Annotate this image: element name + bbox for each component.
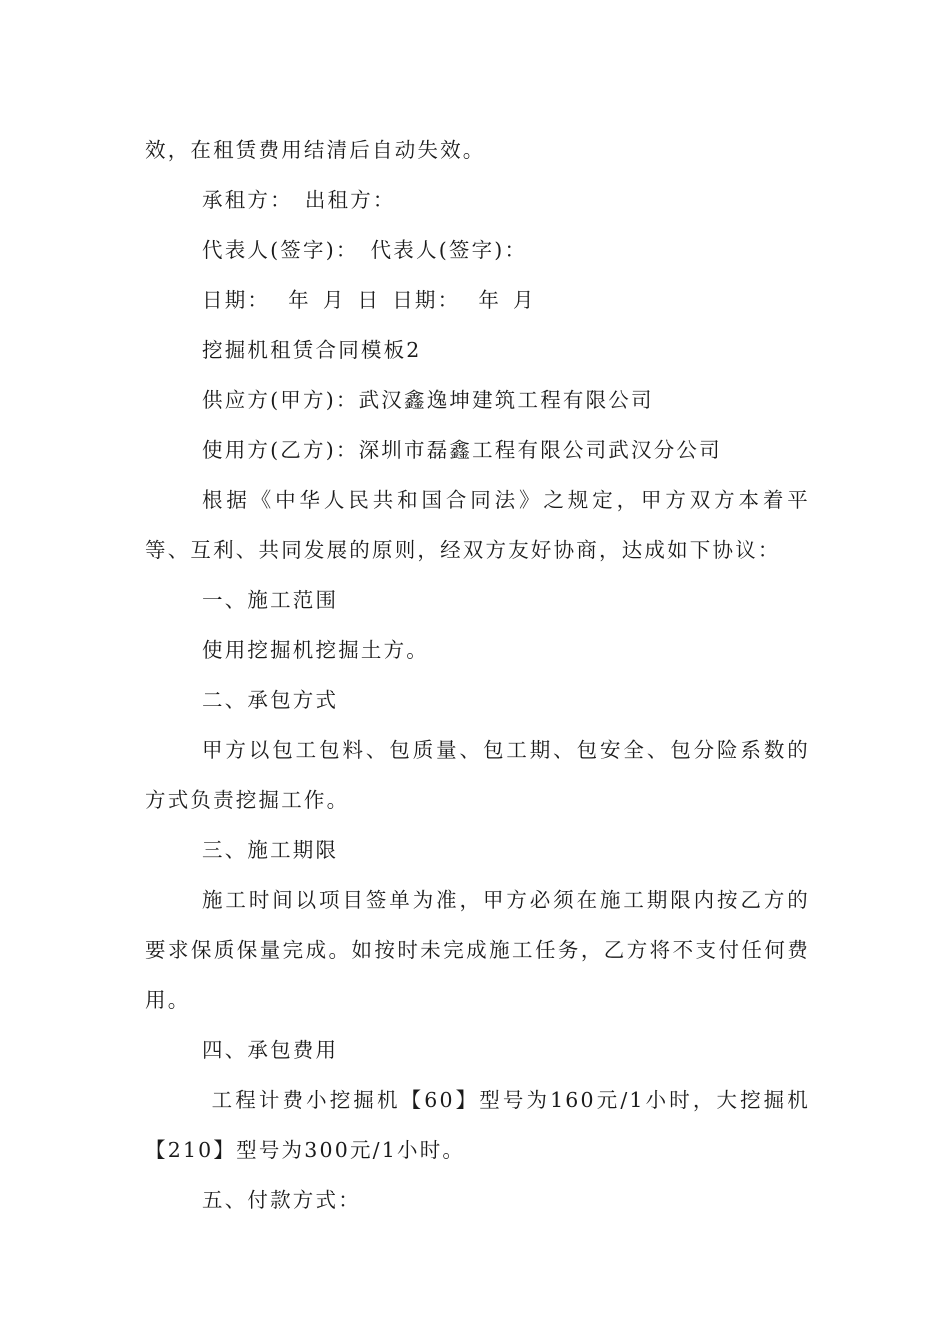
section4-heading: 四、承包费用: [202, 1038, 339, 1062]
signature-parties-line: [145, 175, 810, 225]
party-a-line: 供应方(甲方)：武汉鑫逸坤建筑工程有限公司: [202, 388, 654, 412]
section1-heading: 一、施工范围: [202, 588, 339, 612]
section1-body: 使用挖掘机挖掘土方。: [202, 638, 429, 662]
lessor-label: 出租方：: [304, 188, 396, 212]
date-left-year: 年: [288, 288, 311, 312]
section3-body: 施工时间以项目签单为准，甲方必须在施工期限内按乙方的要求保质保量完成。如按时未完成施工任务，乙方将不支付任何费用。: [145, 888, 810, 1012]
lessee-label: 承租方：: [202, 188, 293, 212]
date-right-label: 日期：: [392, 288, 461, 312]
section4-body: 工程计费小挖掘机【60】型号为160元/1小时，大挖掘机【210】型号为300元/1小时。: [145, 1088, 811, 1162]
representative-left-label: 代表人(签字)：: [202, 238, 359, 262]
signature-date-line: [145, 275, 810, 325]
date-right-year: 年: [478, 288, 502, 312]
party-b-line: 使用方(乙方)：深圳市磊鑫工程有限公司武汉分公司: [202, 438, 722, 462]
date-right-month: 月: [513, 288, 536, 312]
date-left-day: 日: [357, 288, 381, 312]
representative-right-label: 代表人(签字)：: [370, 238, 528, 262]
section2-body: 甲方以包工包料、包质量、包工期、包安全、包分险系数的方式负责挖掘工作。: [145, 738, 810, 812]
contract-title: 挖掘机租赁合同模板2: [202, 338, 422, 362]
section2-heading: 二、承包方式: [202, 688, 339, 712]
section5-heading: 五、付款方式：: [202, 1188, 361, 1212]
date-left-month: 月: [322, 288, 346, 312]
date-left-label: 日期：: [202, 288, 271, 312]
document-body: [145, 125, 810, 1225]
intro-paragraph: 根据《中华人民共和国合同法》之规定，甲方双方本着平等、互利、共同发展的原则，经双方友好协商，达成如下协议：: [145, 488, 810, 562]
signature-representative-line: [145, 225, 810, 275]
carryover-line: 效，在租赁费用结清后自动失效。: [145, 138, 486, 162]
section3-heading: 三、施工期限: [202, 838, 339, 862]
